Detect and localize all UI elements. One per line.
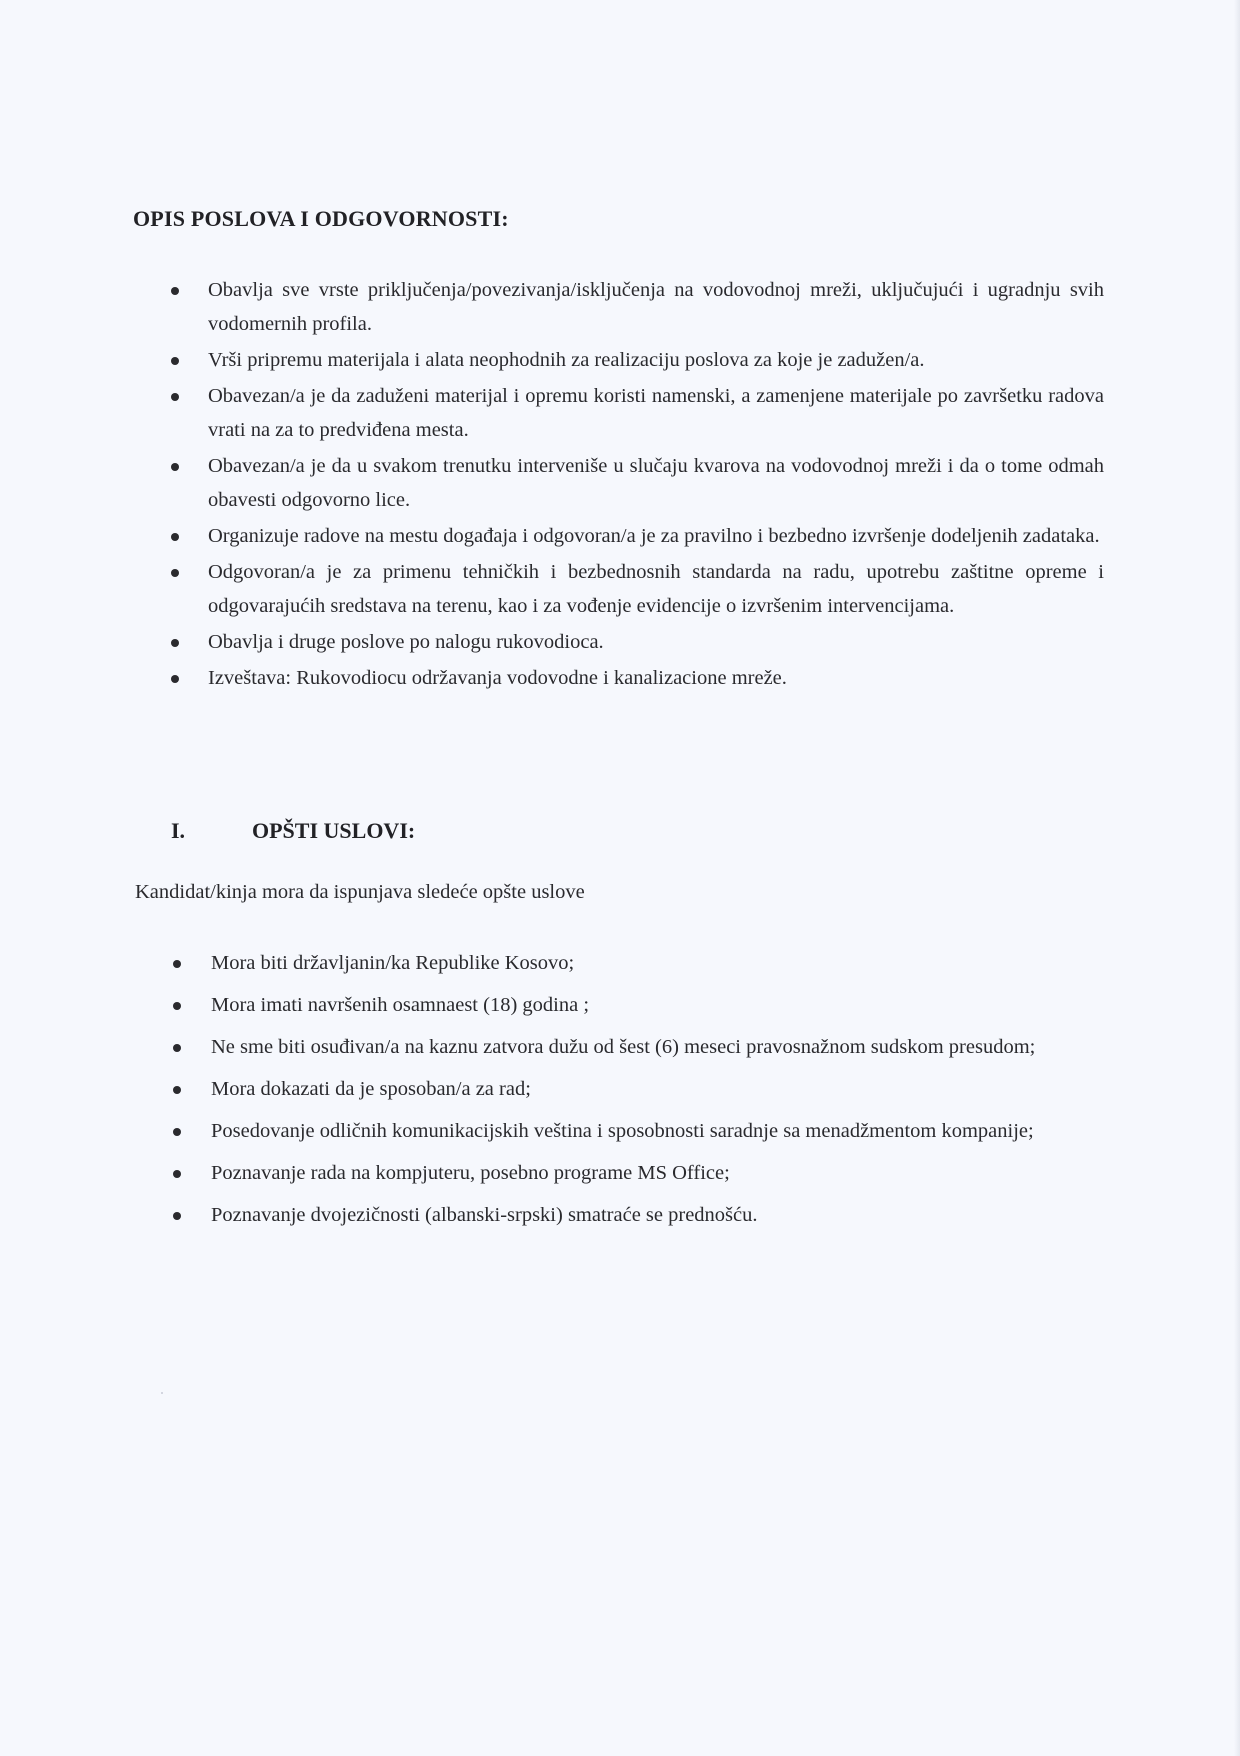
page-edge [1234, 0, 1240, 1756]
list-item: Obavezan/a je da zaduženi materijal i opremu koristi namenski, a zamenjene materijale po završetku radova vrati na za to predviđena mesta. [0, 379, 1104, 447]
bullet-icon [171, 357, 179, 365]
general-conditions-intro: Kandidat/kinja mora da ispunjava sledeće opšte uslove [135, 881, 585, 903]
bullet-icon [171, 675, 179, 683]
bullet-icon [173, 1044, 181, 1052]
bullet-icon [173, 1128, 181, 1136]
list-item: Izveštava: Rukovodiocu održavanja vodovodne i kanalizacione mreže. [0, 661, 1104, 695]
bullet-icon [171, 393, 179, 401]
list-item: Mora biti državljanin/ka Republike Kosovo; [0, 942, 1110, 984]
list-item: Vrši pripremu materijala i alata neophodnih za realizaciju poslova za koje je zadužen/a. [0, 343, 1104, 377]
list-item: Organizuje radove na mestu događaja i odgovoran/a je za pravilno i bezbedno izvršenje dodeljenih zadataka. [0, 519, 1104, 553]
bullet-icon [173, 1212, 181, 1220]
list-item: Mora imati navršenih osamnaest (18) godina ; [0, 984, 1110, 1026]
scan-speck [161, 1392, 163, 1394]
bullet-icon [173, 960, 181, 968]
list-item: Poznavanje rada na kompjuteru, posebno programe MS Office; [0, 1152, 1110, 1194]
bullet-icon [173, 1002, 181, 1010]
list-item: Posedovanje odličnih komunikacijskih veština i sposobnosti saradnje sa menadžmentom kompanije; [0, 1110, 1110, 1152]
list-item: Ne sme biti osuđivan/a na kaznu zatvora dužu od šest (6) meseci pravosnažnom sudskom presudom; [0, 1026, 1110, 1068]
general-conditions-list [0, 942, 1110, 1236]
list-item: Odgovoran/a je za primenu tehničkih i bezbednosnih standarda na radu, upotrebu zaštitne opreme i odgovarajućih sredstava na terenu, kao i za vođenje evidencije o izvršenim intervencijama. [0, 555, 1104, 623]
bullet-icon [171, 533, 179, 541]
duties-heading: OPIS POSLOVA I ODGOVORNOSTI: [133, 206, 509, 231]
list-item: Poznavanje dvojezičnosti (albanski-srpski) smatraće se prednošću. [0, 1194, 1110, 1236]
section-number: I. [171, 818, 186, 843]
bullet-icon [171, 569, 179, 577]
list-item: Obavlja sve vrste priključenja/povezivanja/isključenja na vodovodnoj mreži, uključujući i ugradnju svih vodomernih profila. [0, 273, 1104, 341]
section-title: OPŠTI USLOVI: [252, 818, 416, 843]
bullet-icon [173, 1170, 181, 1178]
bullet-icon [171, 287, 179, 295]
list-item: Obavlja i druge poslove po nalogu rukovodioca. [0, 625, 1104, 659]
duties-list [0, 273, 1104, 697]
bullet-icon [173, 1086, 181, 1094]
general-conditions-heading [171, 818, 415, 844]
bullet-icon [171, 639, 179, 647]
bullet-icon [171, 463, 179, 471]
list-item: Obavezan/a je da u svakom trenutku interveniše u slučaju kvarova na vodovodnoj mreži i da o tome odmah obavesti odgovorno lice. [0, 449, 1104, 517]
list-item: Mora dokazati da je sposoban/a za rad; [0, 1068, 1110, 1110]
